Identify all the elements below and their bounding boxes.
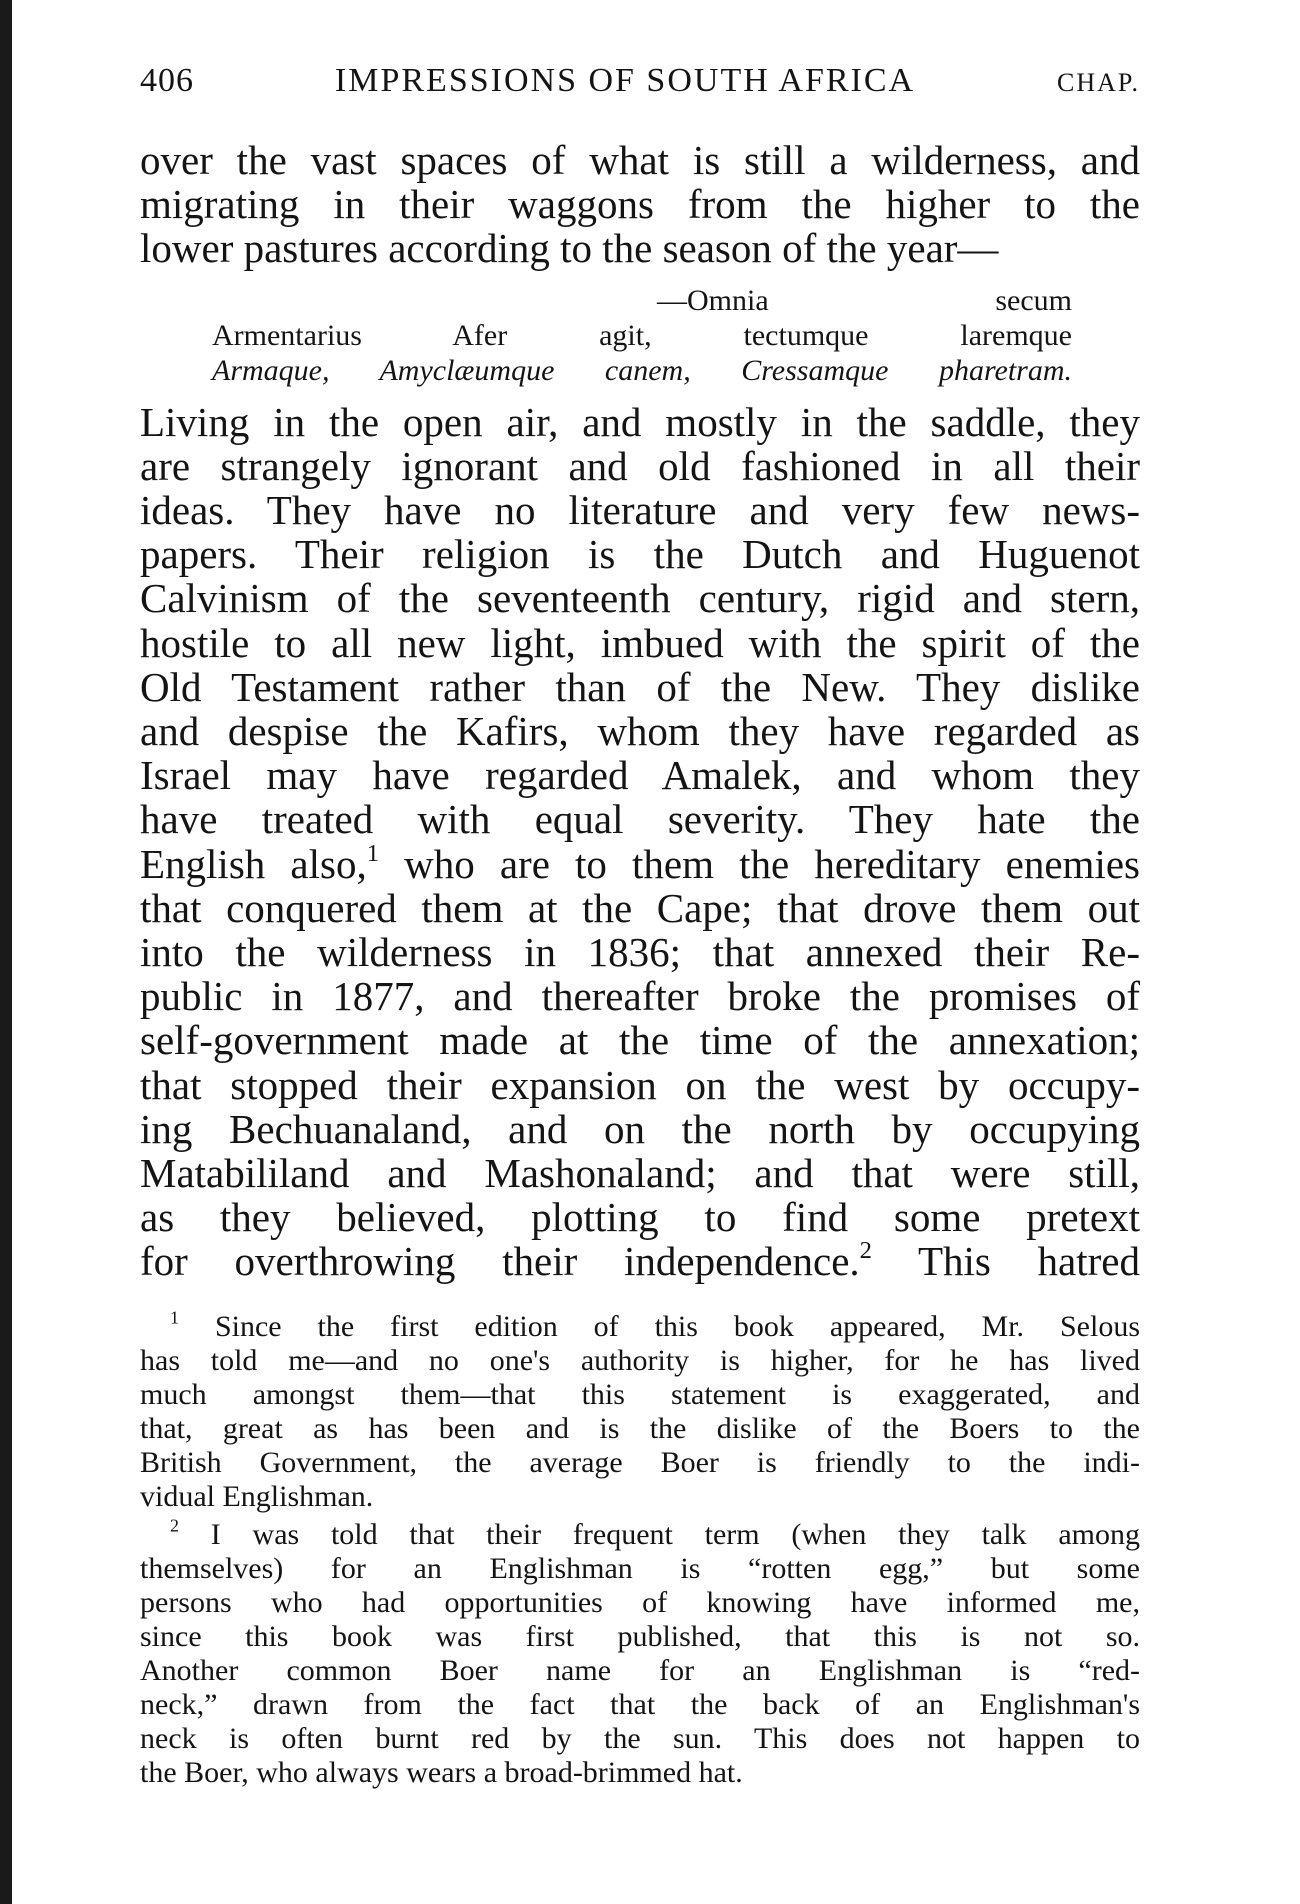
footnote-marker: 2 [170,1515,179,1536]
text-line: Calvinism of the seventeenth century, rigid and stern, [140,575,1140,622]
footnote-line: the Boer, who always wears a broad-brimmed hat. [140,1755,743,1789]
footnote-ref-1: 1 [366,839,379,867]
footnote-line: persons who had opportunities of knowing have informed me, [140,1585,1140,1619]
footnote-line: Another common Boer name for an Englishman is “red- [140,1653,1140,1687]
footnote-line: British Government, the average Boer is friendly to the indi- [140,1445,1140,1479]
footnote-line: neck,” drawn from the fact that the back of an Englishman's [140,1687,1140,1721]
text-segment: I was told that their frequent term (when they talk among [179,1517,1140,1551]
footnote-line: much amongst them—that this statement is exaggerated, and [140,1377,1140,1411]
footnote-2 [140,1515,1140,1790]
footnote-line: has told me—and no one's authority is higher, for he has lived [140,1343,1140,1377]
text-line: lower pastures according to the season of the year— [140,225,999,272]
text-segment: This hatred [871,1238,1140,1285]
text-line: papers. Their religion is the Dutch and Huguenot [140,531,1140,578]
footnote-1 [140,1307,1140,1514]
text-line: Living in the open air, and mostly in the saddle, they [140,398,1140,445]
text-line: are strangely ignorant and old fashioned in all their [140,442,1140,489]
footnote-line: themselves) for an Englishman is “rotten egg,” but some [140,1551,1140,1585]
text-line: that conquered them at the Cape; that drove them out [140,884,1140,931]
book-page [140,62,1140,1790]
text-line: Old Testament rather than of the New. They dislike [140,663,1140,710]
footnote-line: since this book was first published, that this is not so. [140,1619,1140,1653]
latin-quotation [212,283,1072,388]
footnote-line: vidual Englishman. [140,1479,374,1513]
text-line: Israel may have regarded Amalek, and whom they [140,752,1140,799]
paragraph-continued [140,138,1140,271]
text-line: as they believed, plotting to find some pretext [140,1194,1140,1241]
text-line: ideas. They have no literature and very few news- [140,487,1140,534]
running-title: IMPRESSIONS OF SOUTH AFRICA [334,62,916,99]
text-line: migrating in their waggons from the higher to the [140,181,1140,228]
running-head [140,62,1140,110]
text-line: Matabililand and Mashonaland; and that were still, [140,1150,1140,1197]
footnote-line [140,1307,1140,1344]
paragraph [140,400,1140,1284]
quotation-line: Armentarius Afer agit, tectumque laremque [212,318,1072,352]
chapter-label: CHAP. [1057,68,1140,97]
text-line: that stopped their expansion on the west by occupy- [140,1061,1140,1108]
footnote-line: neck is often burnt red by the sun. This does not happen to [140,1721,1140,1755]
text-line [140,1239,1140,1283]
text-segment: who are to them the hereditary enemies [379,840,1140,887]
text-line: hostile to all new light, imbued with the spirit of the [140,619,1140,666]
text-line: self-government made at the time of the annexation; [140,1017,1140,1064]
footnote-ref-2: 2 [859,1237,872,1265]
text-segment: for overthrowing their independence. [140,1238,860,1285]
text-segment: English also, [140,840,367,887]
text-line: public in 1877, and thereafter broke the promises of [140,973,1140,1020]
quotation-line: —Omnia secum [657,283,1072,317]
text-line: ing Bechuanaland, and on the north by occupying [140,1105,1140,1152]
page-number: 406 [140,62,194,99]
footnotes [140,1307,1140,1790]
text-line: into the wilderness in 1836; that annexed their Re- [140,929,1140,976]
footnote-line: that, great as has been and is the dislike of the Boers to the [140,1411,1140,1445]
text-line [140,839,1140,887]
main-text [140,138,1140,1284]
text-line: have treated with equal severity. They hate the [140,796,1140,843]
text-segment: Since the first edition of this book appeared, Mr. Selous [179,1309,1140,1343]
page-binding-edge [0,0,12,1904]
footnote-marker: 1 [170,1307,179,1328]
text-line: and despise the Kafirs, whom they have regarded as [140,708,1140,755]
footnote-line [140,1515,1140,1552]
text-line: over the vast spaces of what is still a wilderness, and [140,137,1140,183]
quotation-line: Armaque, Amyclæumque canem, Cressamque pharetram. [212,353,1072,387]
